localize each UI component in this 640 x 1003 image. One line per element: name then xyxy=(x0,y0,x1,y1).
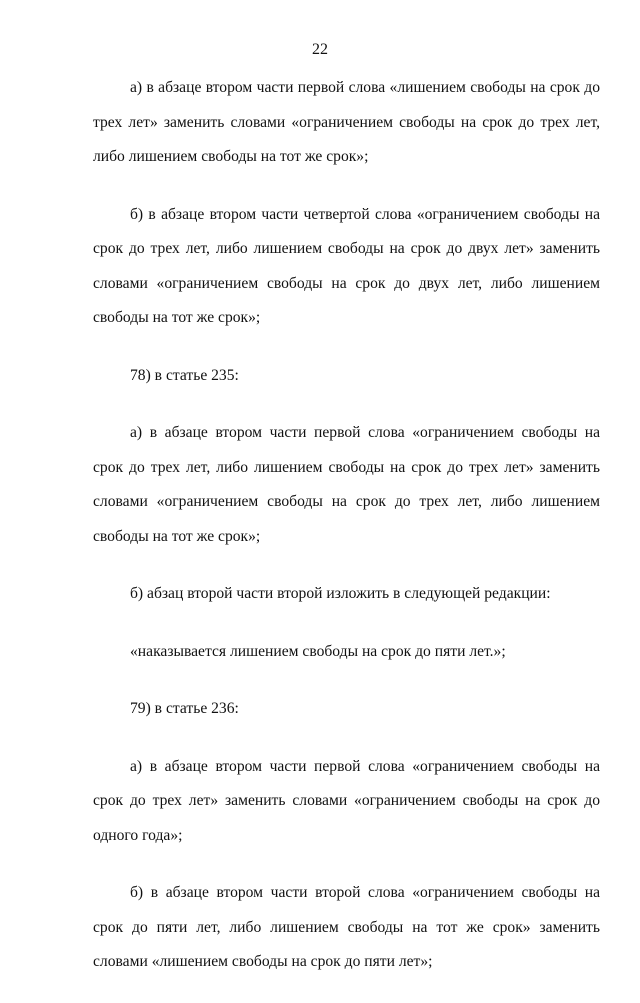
paragraph-amend-a-art236: а) в абзаце втором части первой слова «ограничением свободы на срок до трех лет» заменить словами «ограничением свободы на срок до одного года»; xyxy=(93,757,600,844)
document-body xyxy=(93,71,600,1003)
paragraph-amend-a-art234: а) в абзаце втором части первой слова «лишением свободы на срок до трех лет» заменить словами «ограничением свободы на срок до трех лет, либо лишением свободы на тот же срок»; xyxy=(93,79,600,165)
paragraph-new-wording: «наказывается лишением свободы на срок до пяти лет.»; xyxy=(130,642,506,660)
paragraph-amend-b-art236: б) в абзаце втором части второй слова «ограничением свободы на срок до пяти лет, либо лишением свободы на тот же срок» заменить словами «лишением свободы на срок до пяти лет»; xyxy=(93,884,600,970)
page-number: 22 xyxy=(312,41,328,58)
paragraph-item-78: 78) в статье 235: xyxy=(130,366,239,384)
paragraph-amend-b-art235: б) абзац второй части второй изложить в следующей редакции: xyxy=(130,585,551,602)
paragraph-amend-b-art234: б) в абзаце втором части четвертой слова «ограничением свободы на срок до трех лет, либо лишением свободы на срок до двух лет» заменить словами «ограничением свободы на срок до двух лет, либо лишением свободы на тот же срок»; xyxy=(93,205,600,326)
paragraph-amend-a-art235: а) в абзаце втором части первой слова «ограничением свободы на срок до трех лет, либо лишением свободы на срок до трех лет» заменить словами «ограничением свободы на срок до трех лет, либо лишением свободы на тот же срок»; xyxy=(93,424,600,545)
paragraph-item-79: 79) в статье 236: xyxy=(130,700,239,717)
